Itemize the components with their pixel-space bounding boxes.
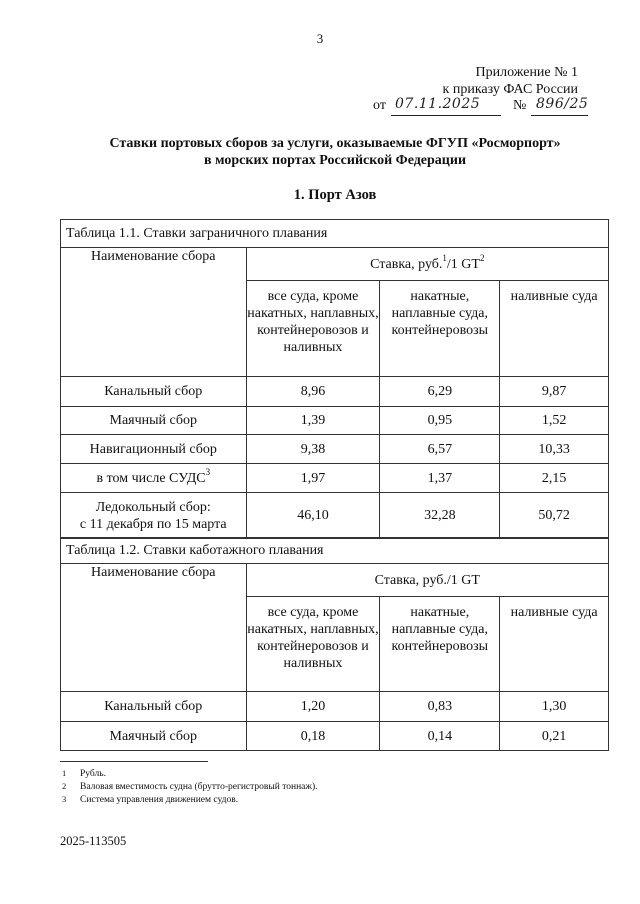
rate-value: 1,52: [500, 407, 609, 435]
table-coastal-navigation: [60, 537, 609, 751]
table2-rate-header: Ставка, руб./1 GT: [246, 564, 608, 597]
annex-title: Приложение № 1: [475, 65, 578, 80]
page-number: 3: [316, 31, 324, 46]
rate-value: 6,57: [380, 435, 500, 464]
fee-name: Маячный сбор: [61, 722, 247, 751]
table1-col-name-header: Наименование сбора: [61, 248, 247, 377]
table-row: [61, 407, 609, 435]
table-row: [61, 692, 609, 722]
rate-value: 0,83: [380, 692, 500, 722]
table-row: [61, 722, 609, 751]
footnote-number: 3: [62, 794, 67, 804]
rate-value: 2,15: [500, 464, 609, 493]
fee-name: в том числе СУДС$^3$: [61, 464, 247, 493]
footnote-text: Рубль.: [80, 769, 106, 779]
fee-name: Маячный сбор: [61, 407, 247, 435]
rate-value: 1,39: [246, 407, 380, 435]
rate-value: 9,38: [246, 435, 380, 464]
rate-value: 46,10: [246, 493, 380, 539]
table1-subheader-all-vessels: все суда, кроме накатных, наплавных, контейнеровозов и наливных: [246, 281, 380, 377]
rate-value: 9,87: [500, 377, 609, 407]
table-foreign-navigation: [60, 219, 609, 539]
order-number-label: №: [513, 98, 527, 113]
table2-caption: Таблица 1.2. Ставки каботажного плавания: [61, 538, 609, 564]
rate-value: 6,29: [380, 377, 500, 407]
document-id: 2025-113505: [60, 834, 127, 848]
annex-block: [340, 64, 578, 98]
document-title-line1: Ставки портовых сборов за услуги, оказываемые ФГУП «Росморпорт»: [109, 136, 561, 151]
table2-subheader-tankers: наливные суда: [500, 597, 609, 692]
section-heading: 1. Порт Азов: [293, 187, 377, 203]
table2-col-name-header: Наименование сбора: [61, 564, 247, 692]
table1-rate-header: Ставка, руб.$^1$/1 $GT^2$: [246, 248, 608, 281]
table1-caption: Таблица 1.1. Ставки заграничного плавания: [61, 220, 609, 248]
table1-subheader-roro-container: накатные, наплавные суда, контейнеровозы: [380, 281, 500, 377]
rate-value: 0,95: [380, 407, 500, 435]
footnote-text: Система управления движением судов.: [80, 795, 239, 805]
table2-subheader-all-vessels: все суда, кроме накатных, наплавных, контейнеровозов и наливных: [246, 597, 380, 692]
order-date-handwritten: 07.11.2025: [395, 96, 481, 112]
rate-value: 10,33: [500, 435, 609, 464]
rate-value: 1,37: [380, 464, 500, 493]
document-title: [60, 135, 610, 169]
order-date-number: [373, 98, 588, 118]
footnote-number: 1: [62, 768, 67, 778]
footnote-number: 2: [62, 781, 67, 791]
rate-value: 50,72: [500, 493, 609, 539]
rate-value: 0,14: [380, 722, 500, 751]
document-title-line2: в морских портах Российской Федерации: [203, 153, 467, 168]
footnote-text: Валовая вместимость судна (брутто-регистровый тоннаж).: [80, 782, 318, 792]
fee-name: Канальный сбор: [61, 377, 247, 407]
rate-value: 0,21: [500, 722, 609, 751]
number-underline: [531, 115, 588, 116]
rate-value: 0,18: [246, 722, 380, 751]
fee-name: Ледокольный сбор: с 11 декабря по 15 марта: [61, 493, 247, 539]
fee-name: Навигационный сбор: [61, 435, 247, 464]
order-date-label: от: [373, 98, 386, 113]
table-row: [61, 377, 609, 407]
table1-subheader-tankers: наливные суда: [500, 281, 609, 377]
table-row: [61, 464, 609, 493]
date-underline: [391, 115, 501, 116]
annex-order-ref: к приказу ФАС России: [442, 82, 578, 97]
fee-name: Канальный сбор: [61, 692, 247, 722]
rate-value: 32,28: [380, 493, 500, 539]
table2-subheader-roro-container: накатные, наплавные суда, контейнеровозы: [380, 597, 500, 692]
table-row: [61, 493, 609, 539]
table-row: [61, 435, 609, 464]
rate-value: 1,20: [246, 692, 380, 722]
rate-value: 1,30: [500, 692, 609, 722]
rate-value: 1,97: [246, 464, 380, 493]
rate-value: 8,96: [246, 377, 380, 407]
order-number-handwritten: 896/25: [536, 96, 589, 112]
footnote-separator: [60, 761, 208, 762]
